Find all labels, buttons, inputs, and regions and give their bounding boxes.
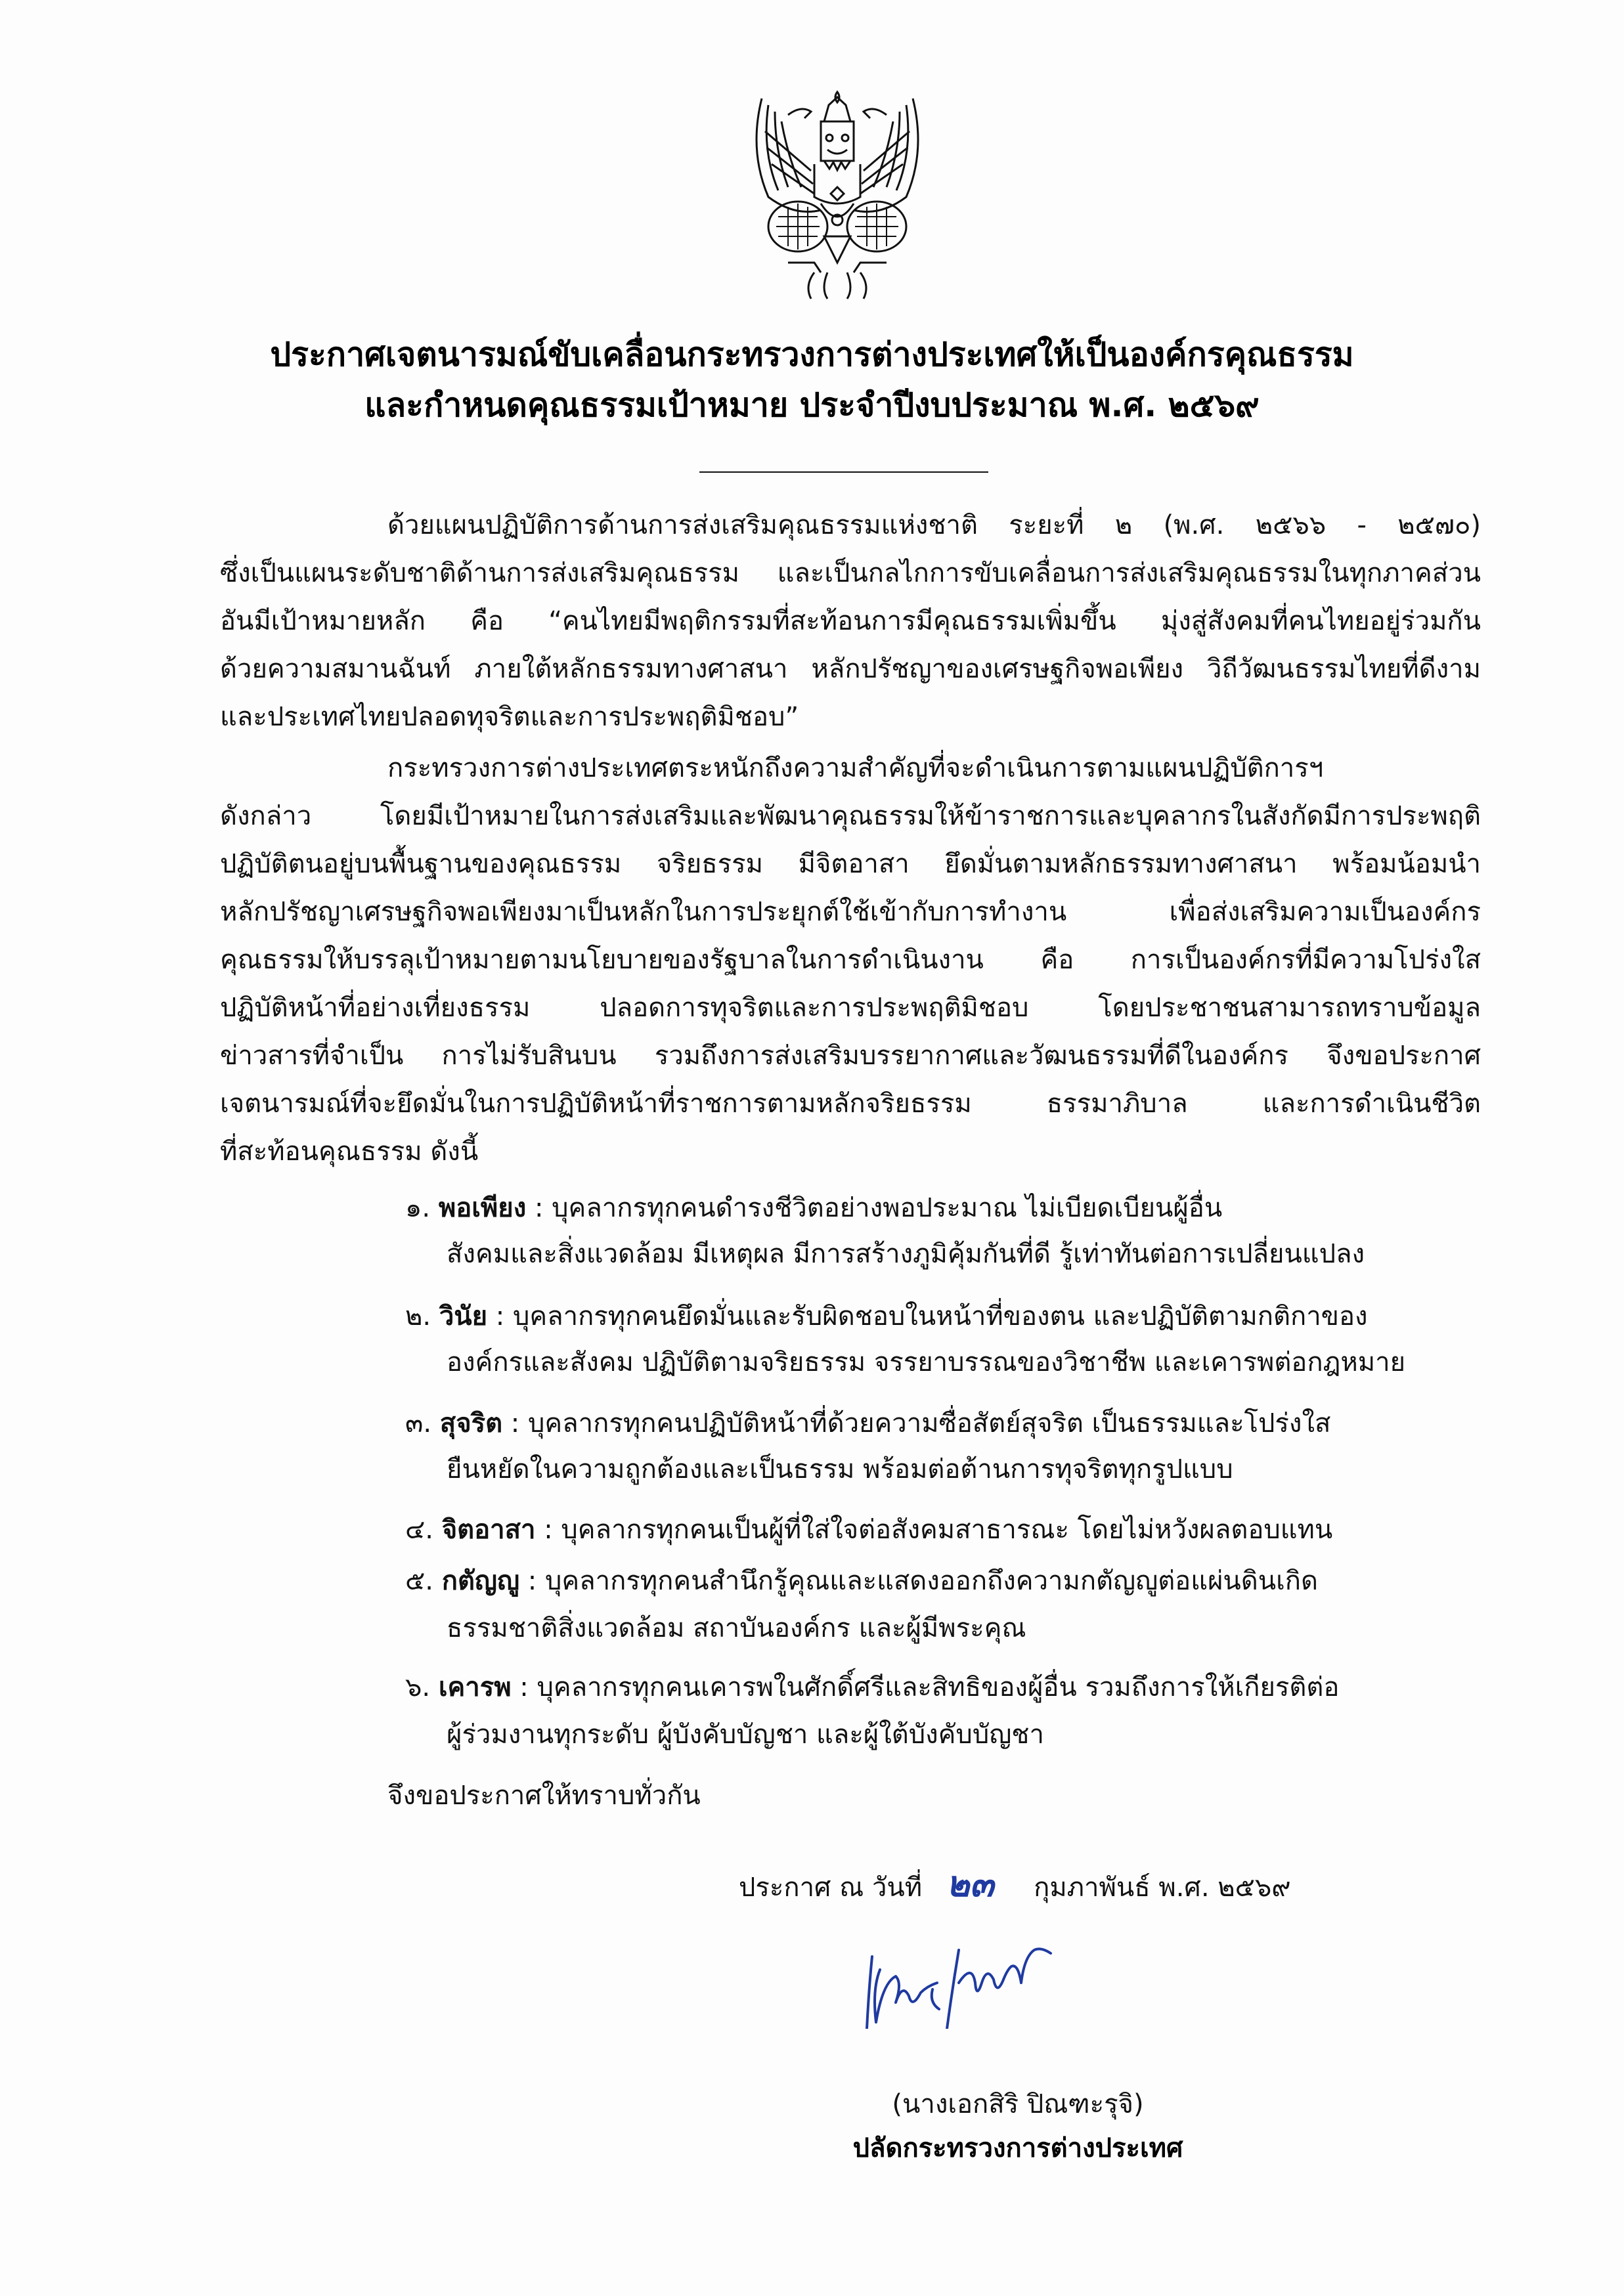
virtue-number: ๔. xyxy=(405,1515,433,1545)
paragraph-line: เจตนารมณ์ที่จะยึดมั่นในการปฏิบัติหน้าที่ราชการตามหลักจริยธรรม ธรรมาภิบาล และการดำเนินชีวิต xyxy=(220,1089,1481,1119)
virtue-description: บุคลากรทุกคนดำรงชีวิตอย่างพอประมาณ ไม่เบียดเบียนผู้อื่น xyxy=(552,1193,1223,1223)
virtue-item-5-continued: ธรรมชาติสิ่งแวดล้อม สถาบันองค์กร และผู้มีพระคุณ xyxy=(447,1613,1026,1643)
virtue-separator: : xyxy=(487,1301,513,1332)
announcement-date xyxy=(739,1865,1291,1907)
signature-icon xyxy=(854,1943,1077,2029)
virtue-name: พอเพียง xyxy=(438,1193,527,1223)
paragraph-line: ดังกล่าว โดยมีเป้าหมายในการส่งเสริมและพัฒนาคุณธรรมให้ข้าราชการและบุคลากรในสังกัดมีการประพฤติ xyxy=(220,801,1481,831)
virtue-number: ๑. xyxy=(405,1193,431,1223)
virtue-number: ๕. xyxy=(405,1566,433,1596)
announcement-title-line-1: ประกาศเจตนารมณ์ขับเคลื่อนกระทรวงการต่างประเทศให้เป็นองค์กรคุณธรรม xyxy=(270,336,1354,374)
virtue-name: สุจริต xyxy=(439,1408,503,1439)
signer-name: (นางเอกสิริ ปิณฑะรุจิ) xyxy=(892,2089,1144,2119)
virtue-description: บุคลากรทุกคนยึดมั่นและรับผิดชอบในหน้าที่ของตน และปฏิบัติตามกติกาของ xyxy=(512,1301,1368,1332)
virtue-separator: : xyxy=(519,1566,545,1596)
virtue-item-1-continued: สังคมและสิ่งแวดล้อม มีเหตุผล มีการสร้างภูมิคุ้มกันที่ดี รู้เท่าทันต่อการเปลี่ยนแปลง xyxy=(447,1239,1365,1269)
virtue-name: จิตอาสา xyxy=(441,1515,536,1545)
title-divider xyxy=(699,471,988,473)
paragraph-line: ข่าวสารที่จำเป็น การไม่รับสินบน รวมถึงการส่งเสริมบรรยากาศและวัฒนธรรมที่ดีในองค์กร จึงขอประกาศ xyxy=(220,1041,1481,1071)
paragraph-line: ที่สะท้อนคุณธรรม ดังนี้ xyxy=(220,1137,479,1167)
virtue-separator: : xyxy=(511,1672,537,1702)
paragraph-line: กระทรวงการต่างประเทศตระหนักถึงความสำคัญที่จะดำเนินการตามแผนปฏิบัติการฯ xyxy=(387,753,1324,783)
date-month-year: กุมภาพันธ์ พ.ศ. ๒๕๖๙ xyxy=(1034,1873,1291,1903)
virtue-description: บุคลากรทุกคนเป็นผู้ที่ใส่ใจต่อสังคมสาธารณะ โดยไม่หวังผลตอบแทน xyxy=(561,1515,1333,1545)
virtue-number: ๓. xyxy=(405,1408,432,1439)
virtue-separator: : xyxy=(535,1515,561,1545)
date-prefix: ประกาศ ณ วันที่ xyxy=(739,1873,923,1903)
virtue-number: ๒. xyxy=(405,1301,431,1332)
virtue-name: วินัย xyxy=(439,1301,488,1332)
paragraph-line: คุณธรรมให้บรรลุเป้าหมายตามนโยบายของรัฐบาลในการดำเนินงาน คือ การเป็นองค์กรที่มีความโปร่งใส xyxy=(220,945,1481,975)
handwritten-day: ๒๓ xyxy=(946,1863,994,1905)
virtue-separator: : xyxy=(502,1408,528,1439)
paragraph-line: อันมีเป้าหมายหลัก คือ “คนไทยมีพฤติกรรมที่สะท้อนการมีคุณธรรมเพิ่มขึ้น มุ่งสู่สังคมที่คนไทยอยู่ร่วมกัน xyxy=(220,606,1481,636)
virtue-item-2-continued: องค์กรและสังคม ปฏิบัติตามจริยธรรม จรรยาบรรณของวิชาชีพ และเคารพต่อกฎหมาย xyxy=(447,1347,1406,1377)
virtue-name: กตัญญู xyxy=(441,1566,520,1596)
paragraph-line: ซึ่งเป็นแผนระดับชาติด้านการส่งเสริมคุณธรรม และเป็นกลไกการขับเคลื่อนการส่งเสริมคุณธรรมในทุกภาคส่วน xyxy=(220,558,1481,588)
virtue-item-4 xyxy=(405,1510,1332,1549)
virtue-number: ๖. xyxy=(405,1672,431,1702)
paragraph-line: และประเทศไทยปลอดทุจริตและการประพฤติมิชอบ” xyxy=(220,702,799,732)
garuda-emblem-icon xyxy=(742,85,933,302)
paragraph-line: หลักปรัชญาเศรษฐกิจพอเพียงมาเป็นหลักในการประยุกต์ใช้เข้ากับการทำงาน เพื่อส่งเสริมความเป็นองค์กร xyxy=(220,897,1481,927)
announcement-title-line-2: และกำหนดคุณธรรมเป้าหมาย ประจำปีงบประมาณ พ.ศ. ๒๕๖๙ xyxy=(364,386,1260,424)
virtue-item-1 xyxy=(405,1188,1222,1228)
virtue-description: บุคลากรทุกคนเคารพในศักดิ์ศรีและสิทธิของผู้อื่น รวมถึงการให้เกียรติต่อ xyxy=(537,1672,1340,1702)
virtue-item-6-continued: ผู้ร่วมงานทุกระดับ ผู้บังคับบัญชา และผู้ใต้บังคับบัญชา xyxy=(447,1720,1044,1750)
virtue-separator: : xyxy=(526,1193,552,1223)
virtue-description: บุคลากรทุกคนสำนึกรู้คุณและแสดงออกถึงความกตัญญูต่อแผ่นดินเกิด xyxy=(544,1566,1318,1596)
virtue-name: เคารพ xyxy=(438,1672,512,1702)
virtue-item-2 xyxy=(405,1297,1368,1336)
closing-statement: จึงขอประกาศให้ทราบทั่วกัน xyxy=(387,1781,701,1811)
virtue-item-3-continued: ยืนหยัดในความถูกต้องและเป็นธรรม พร้อมต่อต้านการทุจริตทุกรูปแบบ xyxy=(447,1454,1233,1484)
virtue-item-6 xyxy=(405,1668,1339,1707)
virtue-description: บุคลากรทุกคนปฏิบัติหน้าที่ด้วยความซื่อสัตย์สุจริต เป็นธรรมและโปร่งใส xyxy=(528,1408,1331,1439)
paragraph-line: ปฏิบัติหน้าที่อย่างเที่ยงธรรม ปลอดการทุจริตและการประพฤติมิชอบ โดยประชาชนสามารถทราบข้อมูล xyxy=(220,993,1481,1023)
virtue-item-5 xyxy=(405,1561,1318,1601)
virtue-item-3 xyxy=(405,1404,1330,1443)
paragraph-line: ด้วยความสมานฉันท์ ภายใต้หลักธรรมทางศาสนา หลักปรัชญาของเศรษฐกิจพอเพียง วิถีวัฒนธรรมไทยที่ดีงาม xyxy=(220,654,1481,684)
signer-position: ปลัดกระทรวงการต่างประเทศ xyxy=(852,2133,1183,2163)
paragraph-line: ด้วยแผนปฏิบัติการด้านการส่งเสริมคุณธรรมแห่งชาติ ระยะที่ ๒ (พ.ศ. ๒๕๖๖ - ๒๕๗๐) xyxy=(387,510,1481,540)
paragraph-line: ปฏิบัติตนอยู่บนพื้นฐานของคุณธรรม จริยธรรม มีจิตอาสา ยึดมั่นตามหลักธรรมทางศาสนา พร้อมน้อมนำ xyxy=(220,849,1481,879)
